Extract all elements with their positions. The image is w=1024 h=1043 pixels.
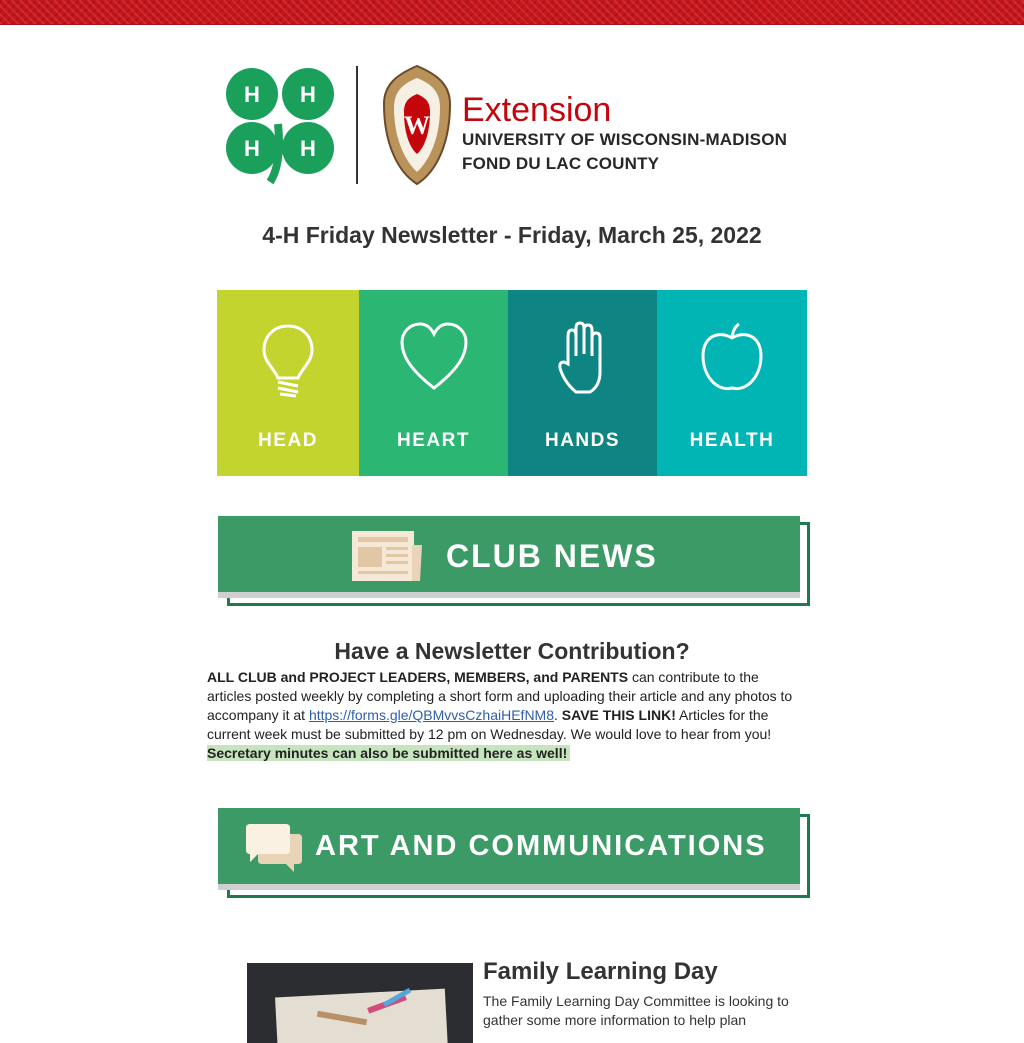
contribution-text-1: can contribute to the articles posted weekly by completing a short form and uploading their article and any photos to accompany it at [207,669,793,723]
logo-divider [356,66,358,184]
contribution-heading: Have a Newsletter Contribution? [334,638,690,664]
tile-heart-label: HEART [397,430,470,451]
tile-hands [508,290,657,476]
speech-bubbles-icon [244,822,304,874]
logo-extension-text: Extension [462,91,612,129]
save-link-callout: SAVE THIS LINK! [561,707,676,723]
svg-text:H: H [244,136,260,161]
article-body: The Family Learning Day Committee is looking to gather some more information to help plan [483,993,789,1028]
svg-text:W: W [404,111,430,140]
tile-health-label: HEALTH [689,430,775,451]
apple-icon [699,320,765,394]
club-news-banner [218,516,810,606]
contribution-form-link[interactable]: https://forms.gle/QBMvvsCzhaiHEfNM8 [308,707,554,723]
contribution-bold-lead: ALL CLUB and PROJECT LEADERS, MEMBERS, and PARENTS [207,669,629,685]
art-communications-title: ART AND COMMUNICATIONS [315,830,767,862]
tile-head [217,290,359,476]
logo-county-text: FOND DU LAC COUNTY [462,154,660,173]
svg-text:H: H [300,136,316,161]
contribution-paragraph [207,668,807,763]
art-communications-banner [218,808,810,898]
tile-hands-label: HANDS [544,430,621,451]
header-logos [222,62,802,188]
newspaper-icon [350,529,424,585]
svg-text:H: H [300,82,316,107]
club-news-title: CLUB NEWS [446,538,658,574]
four-h-pledge-graphic [217,290,807,476]
secretary-minutes-highlight: Secretary minutes can also be submitted here as well! [207,745,570,761]
contribution-text-3: Articles for the current week must be submitted by 12 pm on Wednesday. We would love to hear from you! [207,707,772,742]
heart-icon [398,320,470,394]
hand-icon [558,320,608,396]
svg-text:H: H [244,82,260,107]
4h-clover-logo [222,64,340,184]
lightbulb-icon [258,320,318,400]
tile-health [657,290,807,476]
tile-head-label: HEAD [258,430,318,451]
uw-crest-logo [378,64,456,186]
top-decorative-band [0,0,1024,24]
tile-heart [359,290,508,476]
newsletter-title: 4-H Friday Newsletter - Friday, March 25, 2022 [262,222,762,248]
contribution-text-2: . [554,707,562,723]
family-learning-day-photo [247,963,473,1043]
logo-university-text: UNIVERSITY OF WISCONSIN-MADISON [462,130,788,149]
article-title: Family Learning Day [483,958,718,985]
